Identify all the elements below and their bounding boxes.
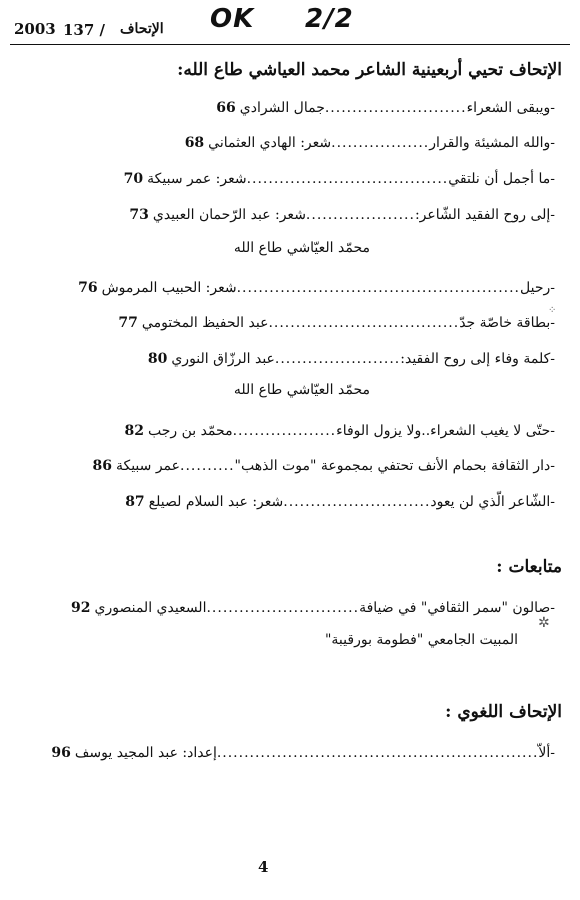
entry-leader-dots: ........................................................... [216, 745, 539, 761]
header-year: 2003 [14, 20, 56, 38]
entry-author: محمّد بن رجب [147, 423, 233, 439]
scan-speck: ✲ [538, 615, 550, 631]
entry-leader-dots: ........................... [283, 494, 431, 510]
entry-author: شعر: الهادي العثماني [208, 135, 332, 151]
handwritten-ok-mark: OK [210, 4, 255, 34]
entry-title: -بطاقة خاصّة جدّ [459, 315, 555, 331]
entry-page-number: 82 [124, 423, 144, 439]
entry-continuation: محمّد العيّاشي طاع الله [233, 382, 370, 398]
entry-author: جمال الشرادي [239, 100, 325, 116]
page-number: 4 [258, 858, 269, 876]
entry-page-number: 96 [51, 745, 71, 761]
entry-leader-dots: ............................ [206, 600, 360, 616]
handwritten-page-mark: 2/2 [305, 4, 354, 34]
entry-page-number: 70 [123, 171, 144, 187]
entry-title: -والله المشيئة والقرار [429, 135, 555, 151]
entry-continuation: محمّد العيّاشي طاع الله [233, 240, 370, 256]
entry-title: -حتّى لا يغيب الشعراء..ولا يزول الوفاء [336, 423, 555, 439]
header-rule [10, 44, 570, 45]
entry-author: شعر: عبد السلام لصيلع [148, 494, 284, 510]
entry-title: -دار الثقافة بحمام الأنف تحتفي بمجموعة "موت الذهب" [234, 458, 555, 474]
entry-leader-dots: .......... [180, 458, 235, 474]
toc-entry [10, 96, 555, 120]
entry-leader-dots: ................... [232, 423, 337, 439]
header-issue-number: 137 / [63, 21, 106, 39]
section-heading-tribute: الإتحاف تحيي أربعينية الشاعر محمد العياشي طاع الله: [177, 60, 562, 80]
section-heading-followups: متابعات : [496, 557, 562, 577]
entry-author: عمر سبيكة [115, 458, 181, 474]
entry-title: -الشّاعر الّذي لن يعود [430, 494, 555, 510]
entry-page-number: 80 [147, 351, 168, 367]
entry-continuation: المبيت الجامعي "فطومة بورقيبة" [324, 632, 518, 648]
entry-page-number: 66 [216, 100, 236, 116]
entry-page-number: 87 [125, 494, 145, 510]
entry-author: عبد الرزّاق النوري [171, 351, 275, 367]
toc-entry [10, 490, 555, 514]
entry-leader-dots: ....................... [274, 351, 401, 367]
header-magazine-name: الإتحاف [120, 21, 164, 37]
entry-page-number: 68 [184, 135, 205, 151]
entry-leader-dots: .......................... [324, 100, 467, 116]
entry-author: عبد الحفيظ المختومي [141, 315, 269, 331]
entry-author: إعداد: عبد المجيد يوسف [74, 745, 217, 761]
toc-entry [10, 454, 555, 478]
entry-title: -ويبقى الشعراء [466, 100, 555, 116]
toc-entry [10, 276, 555, 300]
entry-author: شعر: عبد الرّحمان العبيدي [152, 207, 306, 223]
entry-title: -صالون "سمر الثقافي" في ضيافة [359, 600, 555, 616]
toc-entry [10, 596, 555, 620]
toc-entry [10, 347, 555, 371]
entry-leader-dots: .................. [331, 135, 430, 151]
toc-entry [10, 167, 555, 191]
entry-leader-dots: ..................................... [246, 171, 449, 187]
scan-speck: ⁘ [548, 305, 557, 316]
entry-title: -إلى روح الفقيد الشّاعر: [414, 207, 555, 223]
entry-leader-dots: .................................................... [236, 280, 521, 296]
section-heading-linguistic: الإتحاف اللغوي : [445, 702, 562, 722]
entry-title: -ما أجمل أن نلتقي [448, 171, 555, 187]
entry-leader-dots: ................................... [268, 315, 460, 331]
toc-entry [10, 419, 555, 443]
entry-author: شعر: عمر سبيكة [147, 171, 247, 187]
entry-page-number: 77 [118, 315, 138, 331]
entry-author: شعر: الحبيب المرموش [101, 280, 237, 296]
entry-title: -كلمة وفاء إلى روح الفقيد: [400, 351, 555, 367]
entry-page-number: 86 [92, 458, 112, 474]
toc-entry [10, 131, 555, 155]
entry-page-number: 76 [78, 280, 98, 296]
entry-page-number: 73 [129, 207, 149, 223]
toc-entry [10, 741, 555, 765]
entry-author: السعيدي المنصوري [94, 600, 207, 616]
entry-leader-dots: .................... [305, 207, 415, 223]
entry-title: -رحيل [520, 280, 555, 296]
toc-entry [10, 311, 555, 335]
entry-title: -ألاّ [538, 745, 555, 761]
toc-entry [10, 203, 555, 227]
entry-page-number: 92 [71, 600, 91, 616]
